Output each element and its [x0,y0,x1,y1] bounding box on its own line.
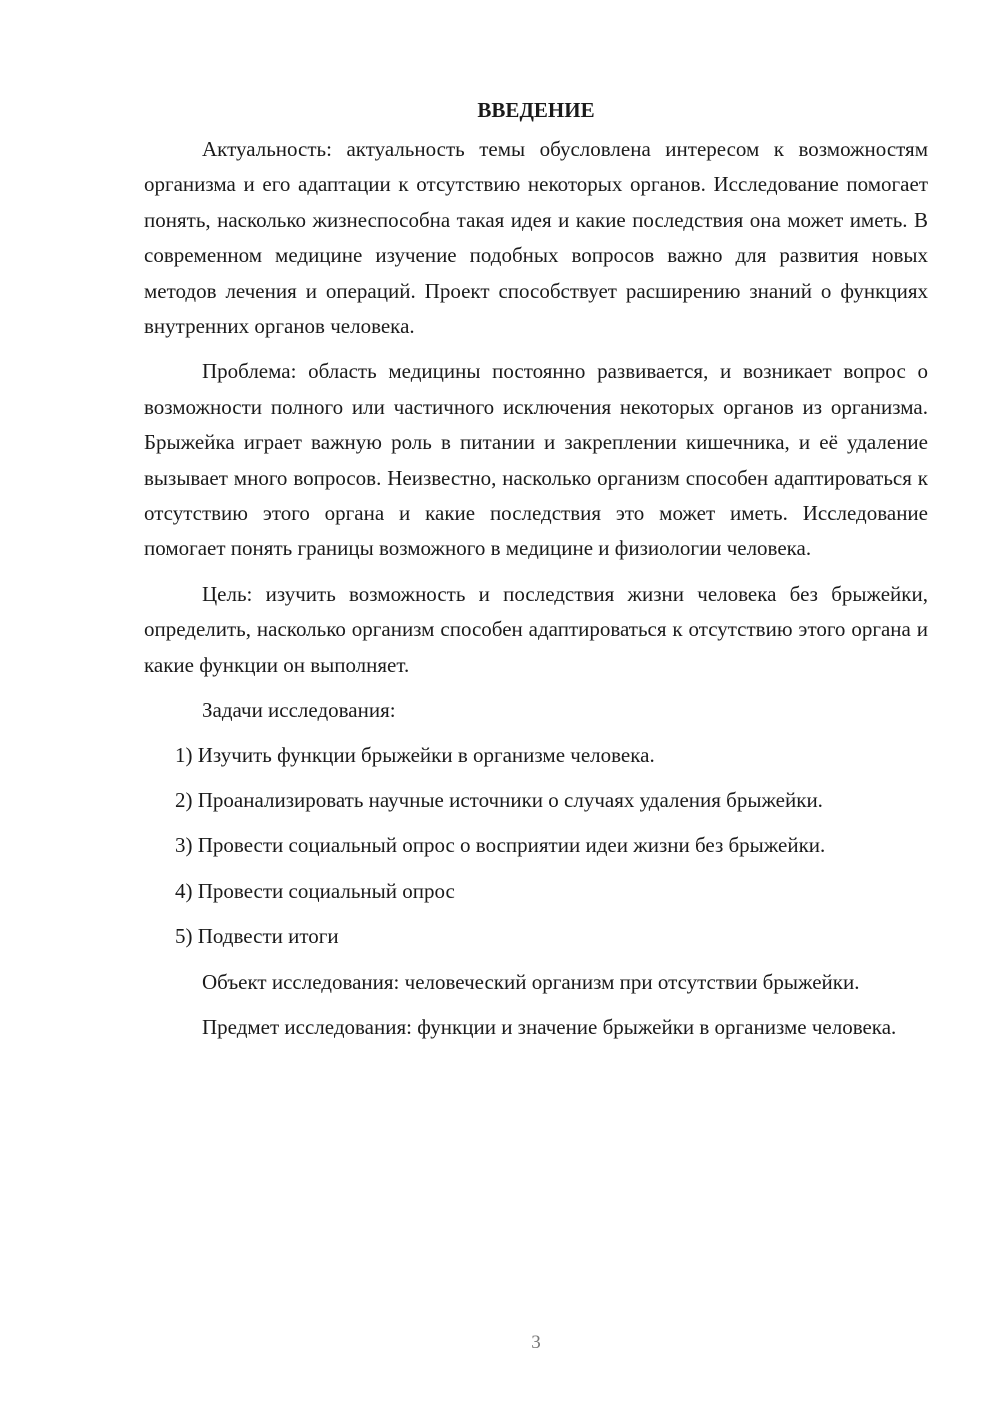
task-item-5: 5) Подвести итоги [175,924,339,949]
page-number: 3 [531,1332,541,1353]
object-paragraph: Объект исследования: человеческий организм при отсутствии брыжейки. [202,969,860,994]
relevance-paragraph: Актуальность: актуальность темы обусловлена интересом к возможностям организма и его адаптации к отсутствию некоторых органов. Исследование помогает понять, насколько жизнеспособна такая идея и какие последствия она может иметь. В современном медицине изучение подобных вопросов важно для развития новых методов лечения и операций. Проект способствует расширению знаний о функциях внутренних органов человека. [144,137,928,339]
subject-paragraph: Предмет исследования: функции и значение брыжейки в организме человека. [202,1014,897,1039]
goal-paragraph: Цель: изучить возможность и последствия жизни человека без брыжейки, определить, насколько организм способен адаптироваться к отсутствию этого органа и какие функции он выполняет. [144,581,928,677]
tasks-heading: Задачи исследования: [202,698,396,723]
task-item-2: 2) Проанализировать научные источники о случаях удаления брыжейки. [175,787,823,812]
task-item-4: 4) Провести социальный опрос [175,878,455,903]
problem-paragraph: Проблема: область медицины постоянно развивается, и возникает вопрос о возможности полного или частичного исключения некоторых органов из организма. Брыжейка играет важную роль в питании и закреплении кишечника, и её удаление вызывает много вопросов. Неизвестно, насколько организм способен адаптироваться к отсутствию этого органа и какие последствия это может иметь. Исследование помогает понять границы возможного в медицине и физиологии человека. [144,359,928,561]
task-item-1: 1) Изучить функции брыжейки в организме человека. [175,742,655,767]
section-heading: ВВЕДЕНИЕ [477,98,595,122]
document-page [144,92,928,1055]
task-item-3: 3) Провести социальный опрос о восприятии идеи жизни без брыжейки. [175,833,826,858]
